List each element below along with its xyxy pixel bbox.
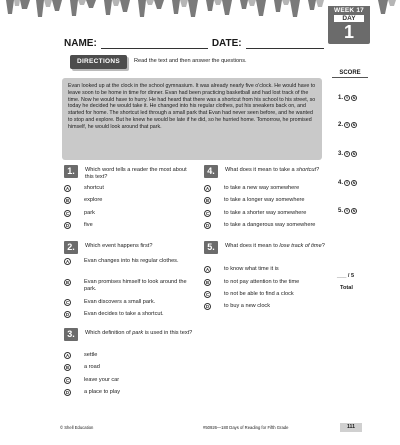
option-text: to know what time it is	[224, 266, 279, 272]
date-field[interactable]	[246, 40, 324, 49]
question-number: 4.	[204, 165, 218, 178]
footer-copyright: © Shell Education	[60, 425, 94, 430]
yes-circle[interactable]: Y	[345, 123, 349, 127]
week-label: WEEK 17	[334, 7, 364, 14]
option-letter: D	[205, 304, 210, 309]
option-text: Evan decides to take a shortcut.	[84, 311, 164, 317]
question-3	[64, 328, 204, 403]
score-item-4	[338, 180, 357, 186]
question-text-part: ?	[321, 243, 325, 249]
yes-circle[interactable]: Y	[345, 209, 349, 213]
no-circle[interactable]: N	[352, 209, 356, 213]
option-letter: C	[65, 211, 70, 216]
question-text	[225, 167, 335, 174]
option-text: Evan promises himself to look around the park.	[84, 279, 187, 293]
score-num: 3.	[338, 151, 344, 157]
score-num: 5.	[338, 208, 344, 214]
directions-badge: DIRECTIONS	[70, 55, 127, 69]
question-text-emphasis: shortcut	[296, 167, 317, 173]
option-text: to not pay attention to the time	[224, 279, 300, 285]
question-text-emphasis: lose track of time	[279, 243, 322, 249]
reading-passage: Evan looked up at the clock in the school gymnasium. It was already nearly five o'clock. He would have to leave soon to be home in time for dinner. Evan had been practicing basketball and had lost track of the time. Now he would have to hurry. He had heard that there was a shortcut from his school to his street, so today he decided he would take it. He changed into his regular clothes, put his sneakers back on, and started for home. The shortcut led through a small park that Evan had never seen before, and he wanted to stop and explore. But he knew he would be late if he did, so he hurried home. Tomorrow, he promised himself, he would look around that park.	[62, 78, 322, 160]
question-text-part: is used in this text?	[143, 330, 193, 336]
option-letter: A	[205, 267, 210, 272]
score-item-1	[338, 95, 357, 101]
option-letter: C	[205, 292, 210, 297]
name-field[interactable]	[101, 40, 208, 49]
option-text: settle	[84, 352, 98, 358]
directions-text: Read the text and then answer the questions.	[134, 58, 247, 64]
score-item-3	[338, 151, 357, 157]
option-text: Evan discovers a small park.	[84, 299, 156, 305]
option-text: shortcut	[84, 185, 104, 191]
option-letter: D	[205, 223, 210, 228]
option-text: to buy a new clock	[224, 303, 271, 309]
date-label: DATE:	[211, 38, 242, 49]
score-total-fraction: ___ / 5	[337, 273, 355, 279]
option-text: park	[84, 210, 95, 216]
option-text: a place to play	[84, 389, 121, 395]
option-letter: C	[65, 378, 70, 383]
footer-book-title: #50926—180 Days of Reading for Fifth Grade	[203, 425, 289, 430]
option-letter: B	[205, 280, 210, 285]
question-number: 3.	[64, 328, 78, 341]
option-letter: B	[205, 198, 210, 203]
day-tab	[328, 6, 370, 44]
yes-circle[interactable]: Y	[345, 96, 349, 100]
score-num: 2.	[338, 122, 344, 128]
option-letter: B	[65, 365, 70, 370]
question-number: 2.	[64, 241, 78, 254]
option-letter: B	[65, 280, 70, 285]
no-circle[interactable]: N	[352, 181, 356, 185]
option-text: a road	[84, 364, 100, 370]
yes-circle[interactable]: Y	[345, 181, 349, 185]
question-text	[225, 243, 335, 250]
question-2	[64, 241, 204, 336]
no-circle[interactable]: N	[352, 96, 356, 100]
option-letter: B	[65, 198, 70, 203]
question-number: 1.	[64, 165, 78, 178]
question-text-part: ?	[316, 167, 320, 173]
option-text: Evan changes into his regular clothes.	[84, 258, 179, 264]
question-text: Which event happens first?	[85, 243, 153, 249]
question-text-part: What does it mean to take a	[225, 167, 297, 173]
option-text: five	[84, 222, 93, 228]
option-letter: A	[65, 353, 70, 358]
name-label: NAME:	[64, 38, 97, 49]
question-text	[85, 330, 195, 337]
option-letter: C	[205, 211, 210, 216]
question-text-emphasis: park	[132, 330, 144, 336]
score-item-2	[338, 122, 357, 128]
no-circle[interactable]: N	[352, 152, 356, 156]
option-text: to take a longer way somewhere	[224, 197, 305, 203]
option-text: to not be able to find a clock	[224, 291, 294, 297]
question-number: 5.	[204, 241, 218, 254]
question-text-part: Which definition of	[85, 330, 133, 336]
option-text: to take a dangerous way somewhere	[224, 222, 316, 228]
score-num: 4.	[338, 180, 344, 186]
score-total-label: Total	[340, 285, 353, 291]
no-circle[interactable]: N	[352, 123, 356, 127]
page-number: 111	[340, 423, 362, 432]
question-text: Which word tells a reader the most about this text?	[85, 167, 187, 181]
option-text: leave your car	[84, 377, 120, 383]
option-text: to take a shorter way somewhere	[224, 210, 307, 216]
score-column	[332, 70, 368, 78]
day-label: DAY	[334, 15, 364, 22]
score-title: SCORE	[332, 70, 368, 78]
option-letter: A	[65, 186, 70, 191]
question-text-part: What does it mean to	[225, 243, 280, 249]
question-5	[204, 241, 334, 316]
question-4	[204, 165, 334, 235]
score-item-5	[338, 208, 357, 214]
option-letter: C	[65, 300, 70, 305]
day-number: 1	[343, 22, 354, 42]
option-letter: D	[65, 223, 70, 228]
name-date-row	[64, 38, 324, 49]
option-letter: A	[205, 186, 210, 191]
question-1	[64, 165, 204, 235]
option-letter: D	[65, 312, 70, 317]
option-text: to take a new way somewhere	[224, 185, 300, 191]
score-num: 1.	[338, 95, 344, 101]
option-text: explore	[84, 197, 103, 203]
option-letter: D	[65, 390, 70, 395]
yes-circle[interactable]: Y	[345, 152, 349, 156]
option-letter: A	[65, 259, 70, 264]
